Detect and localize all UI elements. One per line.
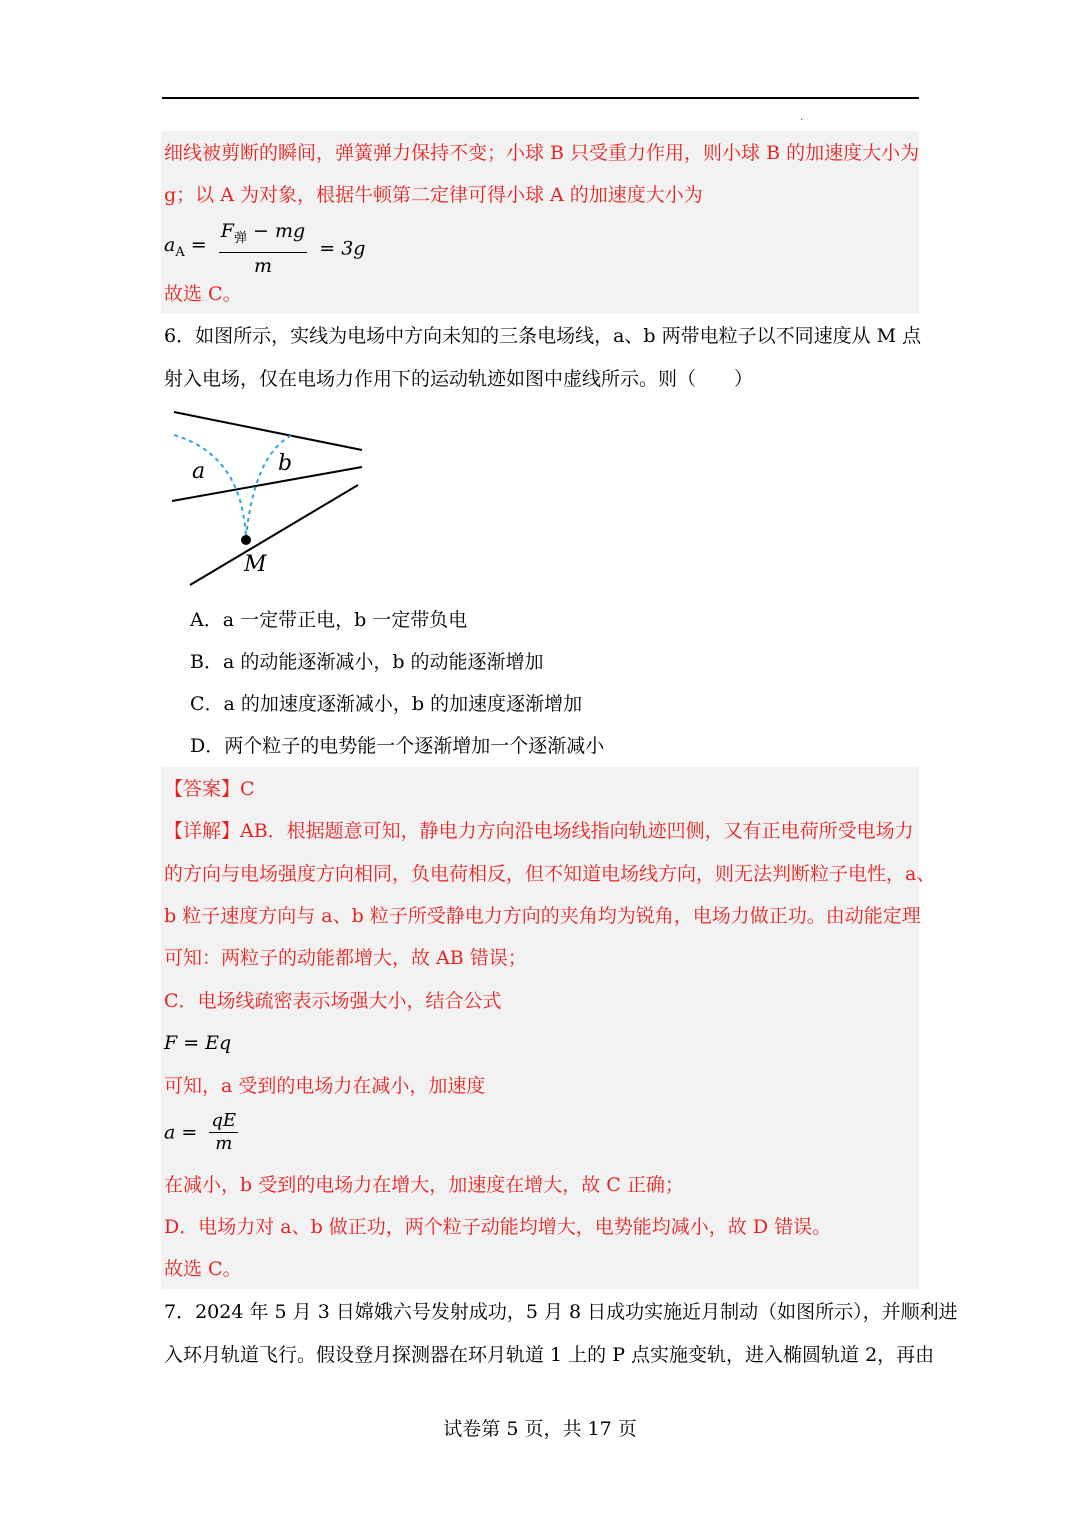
electric-field-figure	[160, 405, 380, 595]
page-footer: 试卷第 5 页，共 17 页	[443, 1418, 637, 1440]
answer2-detail-1: 【详解】AB．根据题意可知，静电力方向沿电场线指向轨迹凹侧，又有正电荷所受电场力	[164, 820, 914, 842]
trajectory-a	[174, 435, 246, 538]
label-a: a	[192, 459, 206, 484]
answer2-equation-1: F = Eq	[164, 1032, 232, 1054]
answer1-line1: 细线被剪断的瞬间，弹簧弹力保持不变；小球 B 只受重力作用，则小球 B 的加速度大小为	[164, 142, 920, 164]
q6-line2: 射入电场，仅在电场力作用下的运动轨迹如图中虚线所示。则（ ）	[164, 368, 754, 390]
answer2-detail-4: 可知：两粒子的动能都增大，故 AB 错误；	[164, 947, 527, 969]
option-b: B．a 的动能逐渐减小，b 的动能逐渐增加	[190, 651, 544, 673]
option-a: A．a 一定带正电，b 一定带负电	[190, 609, 468, 631]
label-m: M	[244, 552, 267, 577]
answer2-equation-2: a = $\frac{qE}{m}$	[164, 1110, 237, 1154]
point-m-dot	[241, 535, 251, 545]
answer2-detail-6: 可知，a 受到的电场力在减小，加速度	[164, 1075, 486, 1097]
field-line-top	[174, 412, 362, 450]
answer1-line2: g；以 A 为对象，根据牛顿第二定律可得小球 A 的加速度大小为	[164, 184, 703, 206]
header-rule	[162, 97, 919, 99]
q7-line2: 入环月轨道飞行。假设登月探测器在环月轨道 1 上的 P 点实施变轨，进入椭圆轨道 2，再由	[164, 1344, 935, 1366]
answer2-detail-5: C．电场线疏密表示场强大小，结合公式	[164, 990, 502, 1012]
q6-line1: 6．如图所示，实线为电场中方向未知的三条电场线，a、b 两带电粒子以不同速度从 M 点	[164, 325, 922, 347]
option-c: C．a 的加速度逐渐减小，b 的加速度逐渐增加	[190, 693, 583, 715]
label-b: b	[278, 451, 293, 476]
answer1-equation: $a_A$ = $\frac{F_弹 - mg}{m}$ = 3g	[164, 220, 366, 277]
option-d: D．两个粒子的电势能一个逐渐增加一个逐渐减小	[190, 735, 605, 757]
header-dot: .	[800, 112, 804, 123]
field-line-bottom	[190, 485, 358, 585]
answer-block-2	[161, 767, 919, 1289]
answer2-detail-3: b 粒子速度方向与 a、b 粒子所受静电力方向的夹角均为锐角，电场力做正功。由动能定理	[164, 905, 921, 927]
answer2-detail-7: 在减小，b 受到的电场力在增大，加速度在增大，故 C 正确；	[164, 1174, 684, 1196]
answer2-detail-8: D．电场力对 a、b 做正功，两个粒子动能均增大，电势能均减小，故 D 错误。	[164, 1216, 832, 1238]
answer2-conclusion: 故选 C。	[164, 1258, 242, 1280]
answer1-conclusion: 故选 C。	[164, 283, 242, 305]
q7-line1: 7．2024 年 5 月 3 日嫦娥六号发射成功，5 月 8 日成功实施近月制动（如图所示），并顺利进	[164, 1301, 958, 1323]
answer2-answer: 【答案】C	[164, 778, 255, 800]
answer2-detail-2: 的方向与电场强度方向相同，负电荷相反，但不知道电场线方向，则无法判断粒子电性，a、	[164, 863, 936, 885]
